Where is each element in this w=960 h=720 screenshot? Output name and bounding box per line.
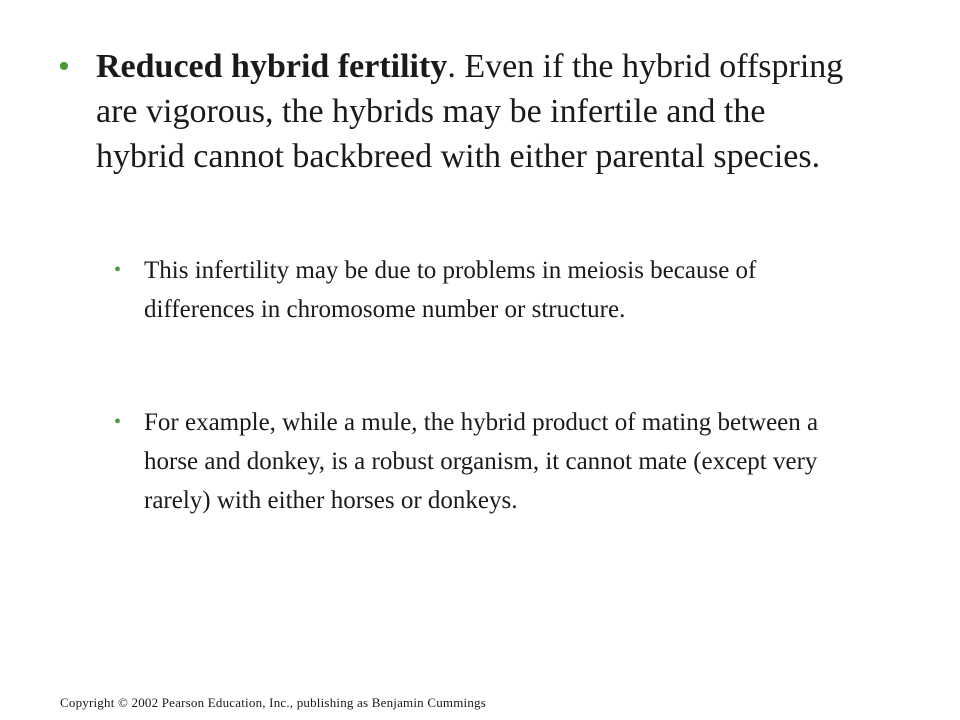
bullet-icon: • <box>58 48 70 85</box>
main-bullet-body: Even if the hybrid offspring are vigorous, the hybrids may be infertile and the hybrid cannot backbreed with either parental species. <box>96 48 844 175</box>
sub-bullet-text: This infertility may be due to problems in meiosis because of differences in chromosome number or structure. <box>144 257 757 323</box>
bullet-icon: • <box>114 411 122 433</box>
sub-bullet-point <box>114 403 844 520</box>
bullet-icon: • <box>114 259 122 281</box>
main-bullet-lead: Reduced hybrid fertility <box>96 48 448 85</box>
main-bullet-point <box>58 44 848 179</box>
copyright-footer: Copyright © 2002 Pearson Education, Inc., publishing as Benjamin Cummings <box>60 695 486 710</box>
sub-bullet-text: For example, while a mule, the hybrid product of mating between a horse and donkey, is a robust organism, it cannot mate (except very rarely) with either horses or donkeys. <box>144 409 819 514</box>
main-bullet-text <box>96 44 848 179</box>
main-bullet-lead-punct: . <box>447 48 456 85</box>
sub-bullet-point <box>114 251 844 329</box>
